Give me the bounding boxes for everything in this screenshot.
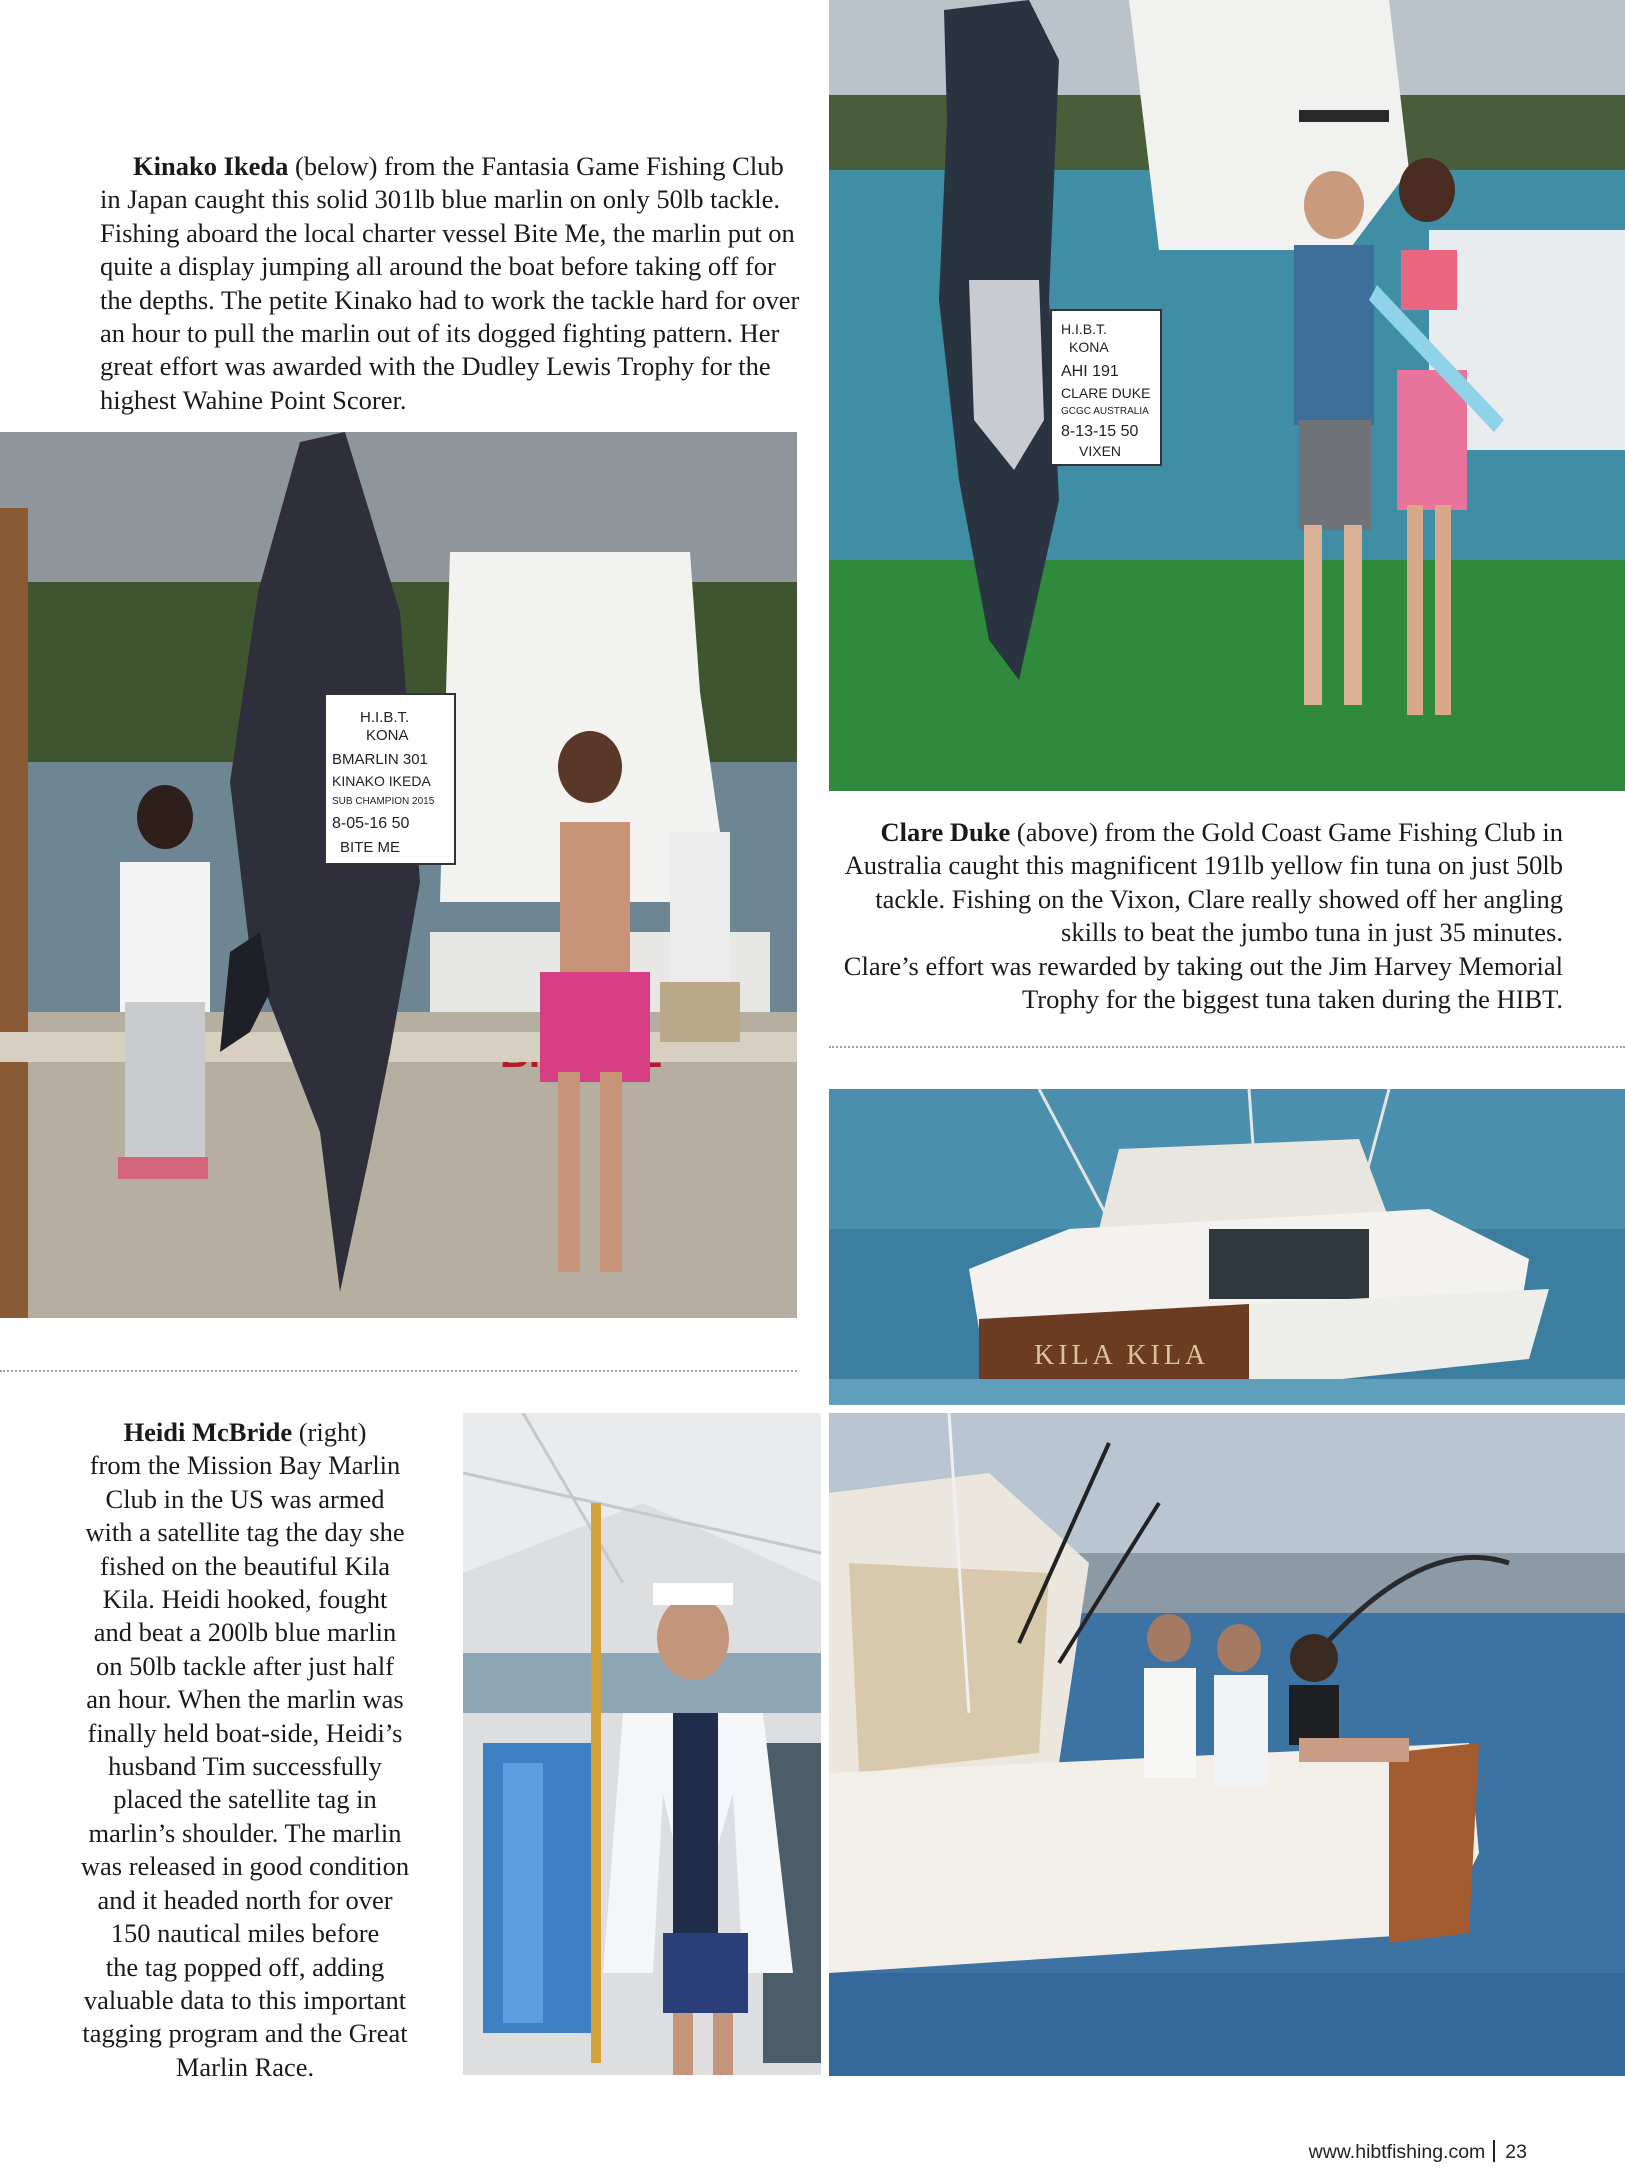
heidi-line-6: and beat a 200lb blue marlin [93, 1617, 397, 1648]
heidi-line-9: finally held boat-side, Heidi’s [87, 1717, 403, 1748]
heidi-mcbride-photo [463, 1413, 821, 2075]
heidi-fighting-photo [829, 1413, 1625, 2076]
heidi-line-1: from the Mission Bay Marlin [89, 1450, 401, 1481]
divider-left [0, 1370, 797, 1372]
heidi-line-7: on 50lb tackle after just half [95, 1650, 395, 1681]
heidi-line-15: 150 nautical miles before [110, 1918, 380, 1949]
tuna-sign-line-2: KONA [1069, 339, 1109, 355]
heidi-line-16: the tag popped off, adding [105, 1951, 385, 1982]
heidi-line-12: marlin’s shoulder. The marlin [88, 1817, 402, 1848]
heidi-paragraph [60, 1416, 430, 2084]
heidi-line-19: Marlin Race. [175, 2051, 315, 2082]
marlin-sign-line-3: BMARLIN 301 [332, 751, 428, 768]
page-number: 23 [1505, 2141, 1527, 2163]
kinako-paragraph [100, 150, 800, 417]
footer-website: www.hibtfishing.com [1308, 2141, 1486, 2163]
clare-paragraph [843, 816, 1563, 1016]
heidi-line-3: with a satellite tag the day she [85, 1517, 405, 1548]
heidi-line-13: was released in good condition [80, 1851, 410, 1882]
heidi-line-2: Club in the US was armed [105, 1483, 385, 1514]
divider-right [829, 1046, 1625, 1048]
boat-name-label: KILA KILA [1034, 1340, 1210, 1371]
marlin-sign-line-1: H.I.B.T. [360, 709, 410, 726]
footer-separator [1493, 2140, 1495, 2162]
tuna-sign-line-3: AHI 191 [1061, 363, 1119, 380]
clare-name: Clare Duke [880, 817, 1011, 847]
heidi-name: Heidi McBride [123, 1417, 293, 1447]
kinako-marlin-photo [0, 432, 797, 1318]
kinako-text: (below) from the Fantasia Game Fishing Club in Japan caught this solid 301lb blue marlin on only 50lb tackle. Fishing aboard the local charter vessel Bite Me, the marlin put on quite a display jumping all around the boat before taking off for the depths. The petite Kinako had to work the tackle hard for over an hour to pull the marlin out of its dogged fighting pattern. Her great effort was awarded with the Dudley Lewis Trophy for the highest Wahine Point Scorer. [100, 151, 800, 415]
heidi-line-0: (right) [292, 1417, 367, 1447]
clare-text: (above) from the Gold Coast Game Fishing Club in Australia caught this magnificent 191lb yellow fin tuna on just 50lb tackle. Fishing on the Vixon, Clare really showed off her angling skills to beat the jumbo tuna in just 35 minutes. [844, 817, 1563, 948]
marlin-sign-line-2: KONA [366, 727, 409, 744]
kinako-name: Kinako Ikeda [133, 151, 289, 181]
tuna-sign-line-4: CLARE DUKE [1061, 385, 1151, 401]
marlin-sign-line-7: BITE ME [340, 839, 401, 856]
heidi-line-5: Kila. Heidi hooked, fought [102, 1584, 388, 1615]
page-footer [1309, 2140, 1527, 2164]
tuna-sign-line-5: GCGC AUSTRALIA [1061, 406, 1149, 417]
clare-duke-tuna-photo [829, 0, 1625, 791]
heidi-line-18: tagging program and the Great [82, 2018, 408, 2049]
kila-kila-boat-photo [829, 1089, 1625, 1405]
marlin-sign-line-6: 8-05-16 50 [332, 815, 410, 832]
heidi-line-11: placed the satellite tag in [113, 1784, 377, 1815]
heidi-line-4: fished on the beautiful Kila [100, 1550, 390, 1581]
tuna-sign-line-1: H.I.B.T. [1061, 321, 1107, 337]
heidi-line-10: husband Tim successfully [108, 1751, 382, 1782]
tuna-sign-line-7: VIXEN [1079, 443, 1122, 459]
clare-text-2: Clare’s effort was rewarded by taking out the Jim Harvey Memorial Trophy for the biggest tuna taken during the HIBT. [843, 950, 1563, 1015]
heidi-line-8: an hour. When the marlin was [86, 1684, 404, 1715]
marlin-sign-line-5: SUB CHAMPION 2015 [332, 796, 435, 807]
heidi-line-14: and it headed north for over [97, 1884, 393, 1915]
heidi-line-17: valuable data to this important [83, 1984, 407, 2015]
marlin-sign-line-4: KINAKO IKEDA [332, 773, 431, 789]
tuna-sign-line-6: 8-13-15 50 [1061, 423, 1139, 440]
